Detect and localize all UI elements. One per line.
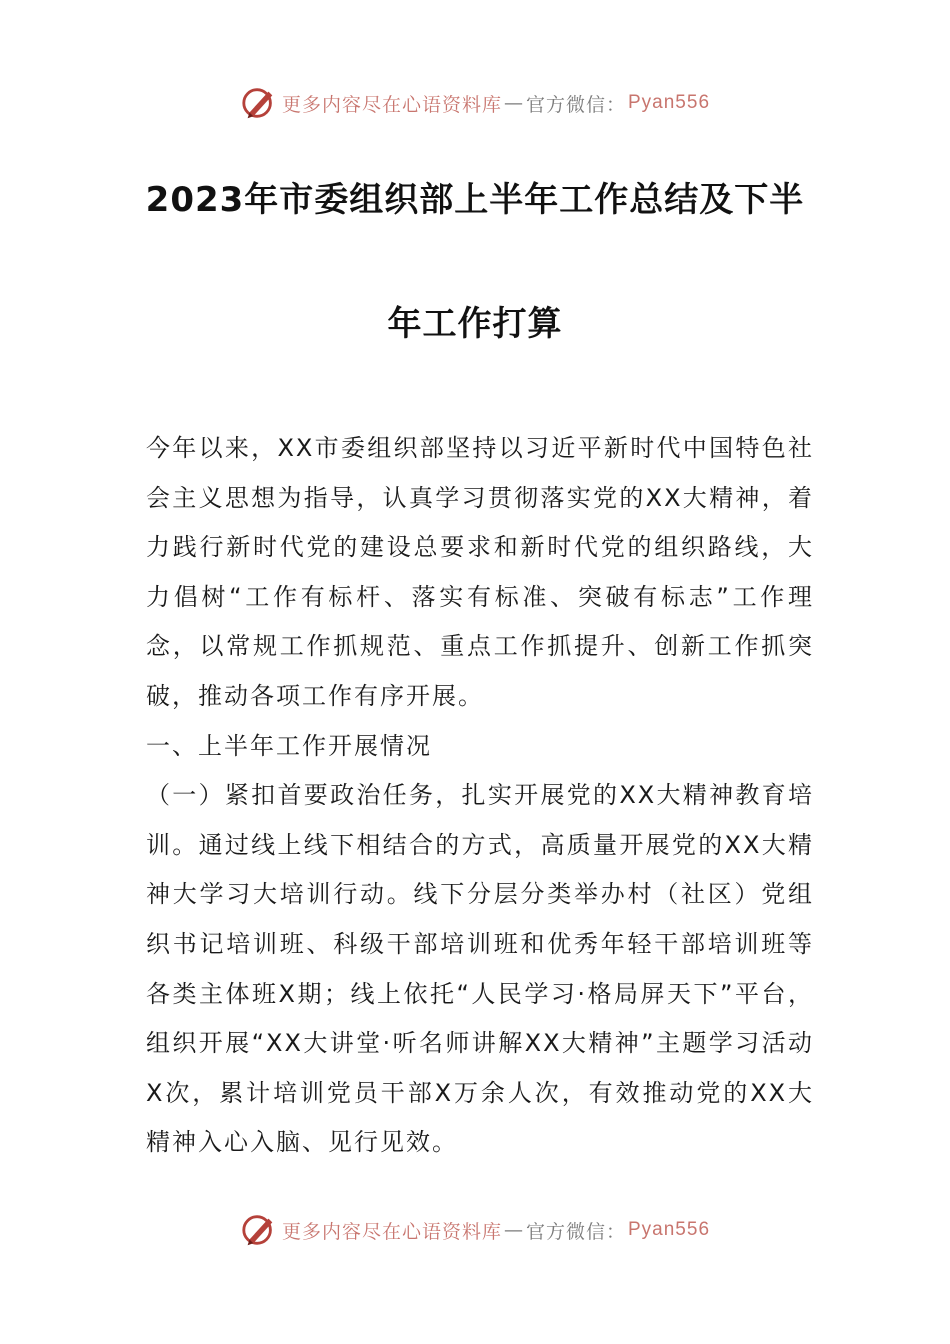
pen-logo-icon (240, 1211, 278, 1249)
section-heading: 一、上半年工作开展情况 (146, 731, 432, 760)
footer-watermark-banner (0, 1210, 950, 1250)
pen-logo-icon (240, 84, 278, 122)
document-body (146, 424, 814, 1168)
banner-main-text: 更多内容尽在心语资料库 (281, 1220, 502, 1243)
header-watermark-banner (0, 83, 950, 123)
document-title-line-1: 2023年市委组织部上半年工作总结及下半 (145, 180, 805, 220)
banner-label: 官方微信： (525, 93, 626, 116)
banner-label: 官方微信： (525, 1220, 626, 1243)
banner-dash: — (503, 92, 524, 114)
banner-dash: — (503, 1219, 524, 1241)
body-paragraph-intro: 今年以来，XX市委组织部坚持以习近平新时代中国特色社会主义思想为指导，认真学习贯彻落实党的XX大精神，着力践行新时代党的建设总要求和新时代党的组织路线，大力倡树“工作有标杆、落实有标准、突破有标志”工作理念，以常规工作抓规范、重点工作抓提升、创新工作抓突破，推动各项工作有序开展。 (146, 434, 814, 710)
body-paragraph-training: （一）紧扣首要政治任务，扎实开展党的XX大精神教育培训。通过线上线下相结合的方式，高质量开展党的XX大精神大学习大培训行动。线下分层分类举办村（社区）党组织书记培训班、科级干部培训班和优秀年轻干部培训班等各类主体班X期；线上依托“人民学习·格局屏天下”平台，组织开展“XX大讲堂·听名师讲解XX大精神”主题学习活动X次，累计培训党员干部X万余人次，有效推动党的XX大精神入心入脑、见行见效。 (146, 781, 814, 1157)
banner-wechat-id: Pyan556 (628, 1219, 711, 1240)
banner-main-text: 更多内容尽在心语资料库 (281, 93, 502, 116)
banner-wechat-id: Pyan556 (628, 92, 711, 113)
document-title-line-2: 年工作打算 (387, 304, 563, 344)
